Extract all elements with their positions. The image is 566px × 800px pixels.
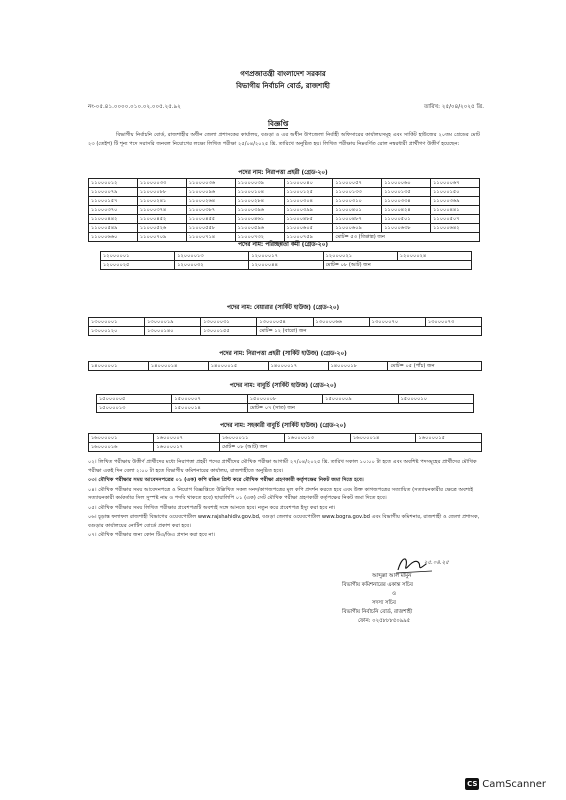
roll-number-cell: ১২০০০০৪৪ [249, 261, 323, 270]
roll-number-cell: ১১০০০০১২ [89, 179, 138, 188]
memo-number: নং-০৫.৪১.০০০০.০১০.০২.০০৫.২৫.৯২ [88, 104, 181, 110]
roll-number-cell: ১২০০০০২৪ [397, 252, 471, 261]
roll-number-cell: ১৪০০০০১৫ [208, 362, 268, 371]
roll-number-cell: ১৫০০০০০৮ [247, 395, 322, 404]
roll-number-cell: ১১০০০৭৫৯ [284, 233, 333, 242]
roll-number-cell: ১১০০০০৯৬ [186, 188, 235, 197]
notice-date: তারিখ: ২৫/০৪/২০২৫ খ্রি. [424, 104, 484, 110]
roll-number-cell: ১৩০০০০৫৪ [257, 318, 313, 327]
post-title-cook: পদের নাম: বাবুর্চি (সার্কিট হাউজ) (গ্রেড-২০) [229, 383, 337, 389]
roll-number-cell: ১৬০০০০১১ [220, 434, 285, 443]
roll-number-cell: ১৩০০০১২০ [89, 327, 145, 336]
instruction-item: ০৪। মৌখিক পরীক্ষার সময় আবেদনপত্রে ও নিয়োগ বিজ্ঞপ্তিতে উল্লিখিত সকল সনদ/কাগজপত্রের মূল কপি প্রদর্শন করতে হবে এবং উক্ত কাগজপত্রের সত্যায়িত (সত্যায়নকারীর ক্ষেত্রে অবশ্যই সত্যায়নকারী কর্মকর্তার সিল সুস্পষ্ট নাম ও পদবি থাকতে হবে) ছায়ালিপি ০১ (এক) সেট মৌখিক পরীক্ষা গ্রহণকারী কর্তৃপক্ষের নিকট জমা দিতে হবে। [88, 486, 474, 501]
table-row [97, 404, 474, 413]
post-title-assistant-cook: পদের নাম: সহকারী বাবুর্চি (সার্কিট হাউজ) (গ্রেড-২০) [220, 423, 346, 429]
camscanner-logo-icon: CS [467, 780, 478, 788]
roll-number-cell: ১১০০০৪৫২ [137, 215, 186, 224]
roll-number-cell: ১৬০০০০১৫ [416, 434, 482, 443]
roll-number-cell: ১৫০০০০০৫ [97, 395, 172, 404]
roll-number-cell: ১৫০০০০০৯ [323, 395, 398, 404]
roll-number-cell: ১৬০০০০১৩ [285, 434, 350, 443]
roll-number-cell: ১১০০০৩৭৪ [137, 206, 186, 215]
roll-number-cell: ১১০০০৩৮৭ [186, 206, 235, 215]
roll-number-cell: ১১০০০৭০৯ [137, 233, 186, 242]
roll-number-cell: ১১০০০৪৮৭ [333, 215, 382, 224]
total-cell: মোট= ০৮ (আট) জন [220, 443, 482, 452]
signature-date: ২৫.০৪.২৫ [424, 560, 449, 566]
roll-number-cell: ১৬০০০০১৬ [89, 443, 154, 452]
instruction-item: ০২। লিখিত পরীক্ষায় উত্তীর্ণ প্রার্থীদের মধ্যে নিরাপত্তা প্রহরী পদের প্রার্থীদের মৌখিক পরীক্ষা আগামী ২৭/০৪/২০২৫ খ্রি. তারিখ সকাল ১০:০০ টা হতে এবং অবশিষ্ট পদসমূহের প্রার্থীদের মৌখিক পরীক্ষা একই দিন বেলা ২:০০ টা হতে বিভাগীয় কমিশনারের কার্যালয়, রাজশাহীতে অনুষ্ঠিত হবে। [88, 459, 477, 474]
instructions [88, 458, 482, 541]
roll-number-cell: ১১০০০৪৪২ [89, 215, 138, 224]
roll-number-cell: ১৫০০০০১৩ [97, 404, 172, 413]
roll-number-cell: ১২০০০০৩২ [175, 261, 249, 270]
instruction-item: ০৫। মৌখিক পরীক্ষার সময় লিখিত পরীক্ষার প্রবেশপত্রটি অবশ্যই সঙ্গে আনতে হবে। নতুন করে প্রবেশপত্র ইস্যু করা হবে না। [88, 504, 336, 511]
table-row [89, 206, 480, 215]
camscanner-watermark [465, 778, 546, 790]
total-cell: মোট= ০৮ (আট) জন [323, 261, 471, 270]
roll-number-cell: ১১০০০১৩৩ [333, 188, 382, 197]
roll-number-cell: ১১০০০০৪০ [284, 179, 333, 188]
table-row [89, 179, 480, 188]
signature-block [342, 572, 462, 626]
roll-number-cell: ১১০০০৩৯৬ [235, 206, 284, 215]
table-row [89, 434, 482, 443]
roll-table-cleaner [100, 251, 472, 270]
roll-number-cell: ১১০০০৫৯৬ [235, 224, 284, 233]
roll-number-cell: ১২০০০০২৫ [101, 261, 175, 270]
roll-number-cell: ১৬০০০০০৭ [154, 434, 220, 443]
roll-number-cell: ১৩০০০০৭০ [369, 318, 425, 327]
roll-table-security-guard [88, 178, 480, 242]
post-title-cleaner: পদের নাম: পরিচ্ছন্নতা কর্মী (গ্রেড-২০) [238, 242, 328, 248]
instruction-item: ০৭। মৌখিক পরীক্ষার জন্য কোন টিএ/ডিএ প্রদান করা হবে না। [88, 532, 216, 538]
roll-number-cell: ১১০০০৩৬৯ [431, 197, 480, 206]
total-cell: মোট= ০৫ (পাঁচ) জন [388, 362, 482, 371]
roll-number-cell: ১১০০০৪২৪ [382, 206, 431, 215]
roll-number-cell: ১৩০০০০৭৩ [425, 318, 481, 327]
roll-number-cell: ১১০০০৫৪৯ [89, 224, 138, 233]
signatory-designation: বিভাগীয় কমিশনারের একান্ত সচিব [342, 582, 413, 588]
roll-number-cell: ১১০০০৬০৫ [284, 224, 333, 233]
roll-number-cell: ১১০০০৭৩২ [235, 233, 284, 242]
camscanner-text: CamScanner [482, 778, 546, 790]
roll-number-cell: ১১০০০৪৫৫ [186, 215, 235, 224]
roll-number-cell: ১১০০০৬৬০ [89, 233, 138, 242]
roll-table-cook [96, 394, 474, 413]
roll-number-cell: ১২০০০০০১ [101, 252, 175, 261]
roll-number-cell: ১১০০০৪৪১ [431, 206, 480, 215]
total-cell: মোট= ৫৩ (তিপ্পান্ন) জন [333, 233, 480, 242]
signatory-name: আব্দুল্লা আল মামুন [372, 573, 412, 579]
roll-number-cell: ১৩০০০১৪০ [145, 327, 201, 336]
post-title-circuit-security: পদের নাম: নিরাপত্তা প্রহরী (সার্কিট হাউজ) (গ্রেড-২০) [219, 351, 347, 357]
roll-number-cell: ১১০০০৫০৭ [431, 215, 480, 224]
roll-number-cell: ১১০০০৫০১ [382, 215, 431, 224]
board-header: বিভাগীয় নির্বাচনি বোর্ড, রাজশাহী [236, 82, 330, 90]
intro-paragraph: বিভাগীয় নির্বাচনি বোর্ড, রাজশাহীর অধীন জেলা প্রশাসকের কার্যালয়, বগুড়া ও এর অধীন উপজেলা নির্বাহী অফিসারের কার্যালয়সমূহ এবং সার্কিট হাউজের ২০তম গ্রেডের মোট ২৩ (তেইশ) টি শূন্য পদে সরাসরি জনবল নিয়োগের লক্ষ্যে লিখিত পরীক্ষা ২৫/০৪/২০২৫ খ্রি. তারিখে অনুষ্ঠিত হয়। লিখিত পরীক্ষায় নিম্নবর্ণিত রোল নম্বরধারী প্রার্থীগণ উত্তীর্ণ হয়েছেন: [88, 132, 480, 147]
total-cell: মোট= ০৭ (সাত) জন [247, 404, 473, 413]
roll-number-cell: ১১০০০৪৮৫ [284, 215, 333, 224]
roll-number-cell: ১১০০০১৫০ [431, 188, 480, 197]
roll-number-cell: ১১০০০০৩৬ [186, 179, 235, 188]
roll-number-cell: ১১০০০২৮৪ [235, 197, 284, 206]
total-cell: মোট= ১২ (বারো) জন [257, 327, 482, 336]
post-title-bearer: পদের নাম: বেয়ারার (সার্কিট হাউজ) (গ্রেড-২০) [226, 305, 340, 311]
table-row [89, 224, 480, 233]
roll-number-cell: ১১০০০৩০৪ [284, 197, 333, 206]
roll-number-cell: ১১০০০১০৪ [235, 188, 284, 197]
roll-number-cell: ১১০০০০৫৭ [333, 179, 382, 188]
signatory-board: বিভাগীয় নির্বাচনি বোর্ড, রাজশাহী [342, 609, 413, 615]
table-row [101, 261, 472, 270]
roll-number-cell: ১১০০০৩১০ [333, 197, 382, 206]
roll-number-cell: ১১০০০১৩৫ [382, 188, 431, 197]
notice-title: বিজ্ঞপ্তি [268, 120, 289, 128]
roll-number-cell: ১৫০০০০১০ [398, 395, 473, 404]
roll-number-cell: ১১০০০৬৪২ [431, 224, 480, 233]
roll-number-cell: ১১০০০০৩৩ [137, 179, 186, 188]
roll-table-circuit-security [88, 361, 482, 371]
roll-number-cell: ১১০০০৫২৬ [137, 224, 186, 233]
roll-table-bearer [88, 317, 482, 336]
roll-number-cell: ১১০০০১২৫ [284, 188, 333, 197]
roll-number-cell: ১১০০০০৬৭ [431, 179, 480, 188]
roll-number-cell: ১১০০০৭১৪ [186, 233, 235, 242]
table-row [89, 318, 482, 327]
roll-number-cell: ১১০০০৩৩৪ [382, 197, 431, 206]
roll-number-cell: ১৩০০০০০১ [89, 318, 145, 327]
table-row [97, 395, 474, 404]
roll-number-cell: ১১০০০২৪১ [137, 197, 186, 206]
roll-number-cell: ১২০০০০২১ [323, 252, 397, 261]
roll-table-assistant-cook [88, 433, 482, 452]
roll-number-cell: ১২০০০০১৭ [249, 252, 323, 261]
roll-number-cell: ১৪০০০০১৮ [328, 362, 388, 371]
govt-header: গণপ্রজাতন্ত্রী বাংলাদেশ সরকার [240, 70, 326, 78]
roll-number-cell: ১১০০০০৩৯ [235, 179, 284, 188]
roll-number-cell: ১৩০০০০৬৬ [313, 318, 369, 327]
roll-number-cell: ১১০০০২৬৪ [186, 197, 235, 206]
roll-number-cell: ১৩০০০০১৯ [145, 318, 201, 327]
post-title-security-guard: পদের নাম: নিরাপত্তা প্রহরী (গ্রেড-২০) [238, 170, 328, 176]
roll-number-cell: ১৩০০০১৫৫ [201, 327, 257, 336]
roll-number-cell: ১৬০০০০১৭ [154, 443, 220, 452]
table-row [89, 188, 480, 197]
roll-number-cell: ১৬০০০০০১ [89, 434, 154, 443]
roll-number-cell: ১১০০০০৮৮ [137, 188, 186, 197]
roll-number-cell: ১১০০০৩৭০ [89, 206, 138, 215]
signatory-phone: ফোন: ০২৫৮৮৮৫০৯৯৫ [358, 618, 411, 624]
roll-number-cell: ১২০০০০১৩ [175, 252, 249, 261]
roll-number-cell: ১১০০০০৭৯ [89, 188, 138, 197]
roll-number-cell: ১১০০০৪০১ [333, 206, 382, 215]
roll-number-cell: ১১০০০০৬০ [382, 179, 431, 188]
instruction-item: ০৩। মৌখিক পরীক্ষার সময় আবেদনপত্রের ০১ (এক) কপি রঙিন প্রিন্ট করে মৌখিক পরীক্ষা গ্রহণকারী কর্তৃপক্ষের নিকট জমা দিতে হবে। [88, 477, 364, 483]
roll-number-cell: ১১০০০৪৬১ [235, 215, 284, 224]
instruction-item: ০৬। চূড়ান্ত ফলাফল রাজশাহী বিভাগের ওয়েবপোর্টাল www.rajshahidiv.gov.bd, বগুড়া জেলার ওয়েবপোর্টাল www.bogra.gov.bd এবং বিভাগীয় কমিশনার, রাজশাহী ও জেলা প্রশাসক, বগুড়ার কার্যালয়ের নোটিশ বোর্ডে প্রকাশ করা হবে। [88, 514, 480, 529]
roll-number-cell: ১৪০০০০০১ [89, 362, 149, 371]
table-row [89, 327, 482, 336]
roll-number-cell: ১১০০০৩৯৯ [284, 206, 333, 215]
table-row [89, 362, 482, 371]
roll-number-cell: ১৬০০০০১৪ [350, 434, 415, 443]
roll-number-cell: ১১০০০৫৫৮ [186, 224, 235, 233]
roll-number-cell: ১৩০০০০৩১ [201, 318, 257, 327]
roll-number-cell: ১৪০০০০১৪ [148, 362, 208, 371]
table-row [101, 252, 472, 261]
signatory-role: সদস্য সচিব [372, 600, 396, 606]
roll-number-cell: ১১০০০৬০৯ [333, 224, 382, 233]
roll-number-cell: ১৪০০০০১৭ [268, 362, 328, 371]
roll-number-cell: ১৫০০০০১৪ [172, 404, 247, 413]
table-row [89, 197, 480, 206]
table-row [89, 215, 480, 224]
roll-number-cell: ১১০০০১৫৭ [89, 197, 138, 206]
table-row [89, 443, 482, 452]
signatory-and: ও [392, 591, 396, 597]
roll-number-cell: ১১০০০৬৩৮ [382, 224, 431, 233]
roll-number-cell: ১৫০০০০০৭ [172, 395, 247, 404]
